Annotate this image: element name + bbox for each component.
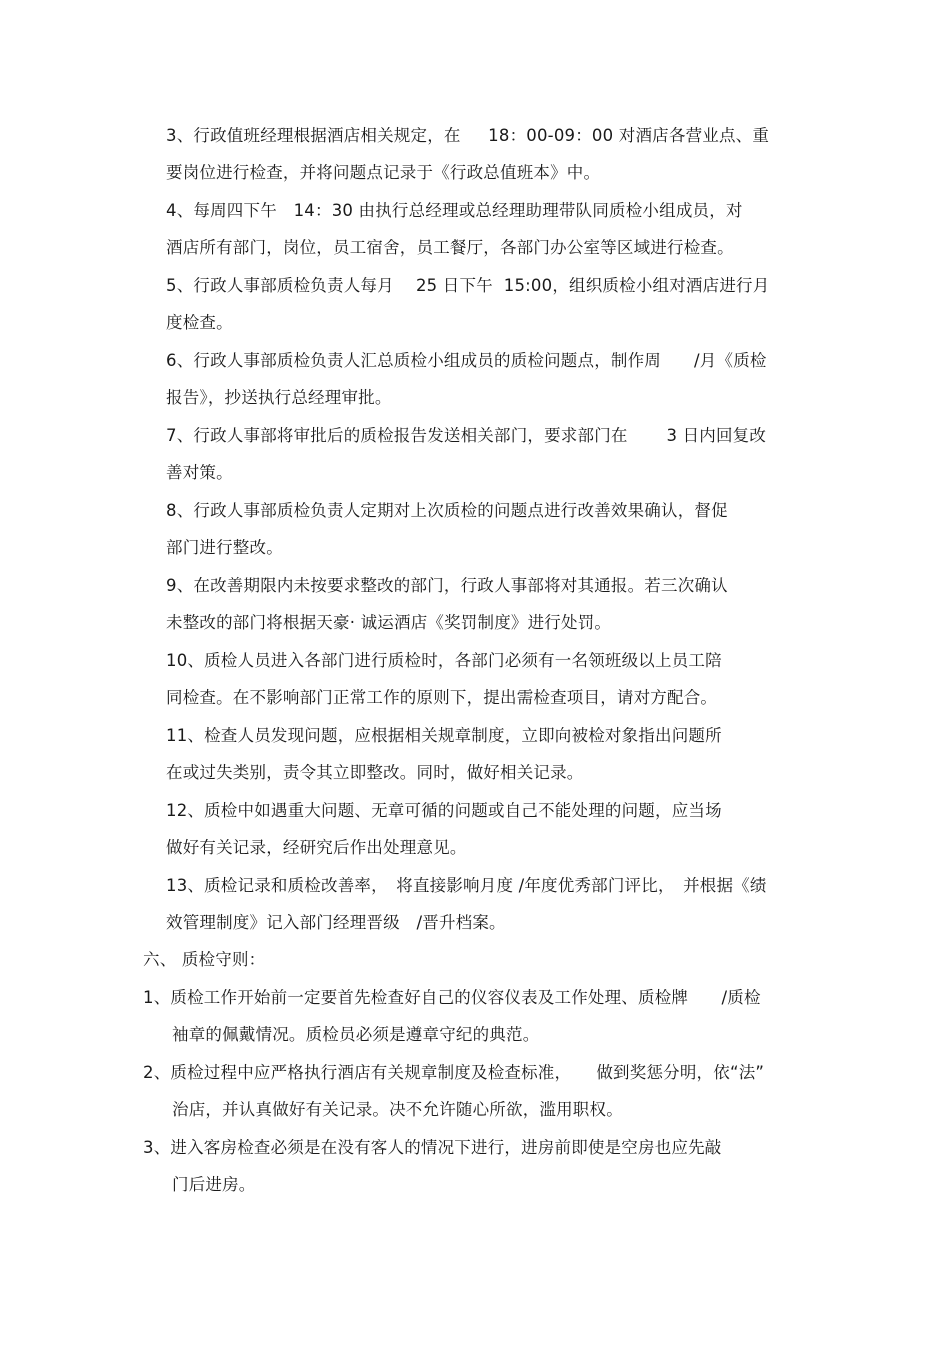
item-3-line-2: 要岗位进行检查，并将问题点记录于《行政总值班本》中。 (166, 163, 601, 182)
item-9-line-2: 未整改的部门将根据天豪· 诚运酒店《奖罚制度》进行处罚。 (166, 613, 612, 632)
rule-2-line-2: 治店，并认真做好有关记录。决不允许随心所欲，滥用职权。 (172, 1100, 623, 1119)
item-7-line-1: 7、行政人事部将审批后的质检报告发送相关部门，要求部门在 3 日内回复改 (166, 426, 767, 445)
item-8-line-2: 部门进行整改。 (166, 538, 283, 557)
rule-2-line-1: 2、质检过程中应严格执行酒店有关规章制度及检查标准， 做到奖惩分明，依“法” (143, 1063, 765, 1082)
item-10-line-2: 同检查。在不影响部门正常工作的原则下，提出需检查项目，请对方配合。 (166, 688, 718, 707)
item-6-line-1: 6、行政人事部质检负责人汇总质检小组成员的质检问题点，制作周 /月《质检 (166, 351, 767, 370)
item-4-line-1: 4、每周四下午 14：30 由执行总经理或总经理助理带队同质检小组成员，对 (166, 201, 743, 220)
rule-1-line-1: 1、质检工作开始前一定要首先检查好自己的仪容仪表及工作处理、质检牌 /质检 (143, 988, 761, 1007)
item-12-line-1: 12、质检中如遇重大问题、无章可循的问题或自己不能处理的问题，应当场 (166, 801, 722, 820)
rule-3-line-1: 3、进入客房检查必须是在没有客人的情况下进行，进房前即使是空房也应先敲 (143, 1138, 722, 1157)
item-5-line-1: 5、行政人事部质检负责人每月 25 日下午 15:00，组织质检小组对酒店进行月 (166, 276, 770, 295)
section-heading: 六、 质检守则： (143, 950, 266, 969)
item-13-line-2: 效管理制度》记入部门经理晋级 /晋升档案。 (166, 913, 506, 932)
item-13-line-1: 13、质检记录和质检改善率， 将直接影响月度 /年度优秀部门评比， 并根据《绩 (166, 876, 767, 895)
item-11-line-1: 11、检查人员发现问题，应根据相关规章制度，立即向被检对象指出问题所 (166, 726, 722, 745)
item-5-line-2: 度检查。 (166, 313, 233, 332)
item-7-line-2: 善对策。 (166, 463, 233, 482)
item-6-line-2: 报告》，抄送执行总经理审批。 (166, 388, 392, 407)
item-3-line-1: 3、行政值班经理根据酒店相关规定，在 18：00-09：00 对酒店各营业点、重 (166, 126, 770, 145)
item-8-line-1: 8、行政人事部质检负责人定期对上次质检的问题点进行改善效果确认，督促 (166, 501, 728, 520)
rule-3-line-2: 门后进房。 (172, 1175, 256, 1194)
item-10-line-1: 10、质检人员进入各部门进行质检时，各部门必须有一名领班级以上员工陪 (166, 651, 722, 670)
item-12-line-2: 做好有关记录，经研究后作出处理意见。 (166, 838, 467, 857)
item-4-line-2: 酒店所有部门，岗位，员工宿舍，员工餐厅，各部门办公室等区域进行检查。 (166, 238, 734, 257)
item-11-line-2: 在或过失类别，责令其立即整改。同时，做好相关记录。 (166, 763, 584, 782)
rule-1-line-2: 袖章的佩戴情况。质检员必须是遵章守纪的典范。 (172, 1025, 540, 1044)
item-9-line-1: 9、在改善期限内未按要求整改的部门，行政人事部将对其通报。若三次确认 (166, 576, 728, 595)
